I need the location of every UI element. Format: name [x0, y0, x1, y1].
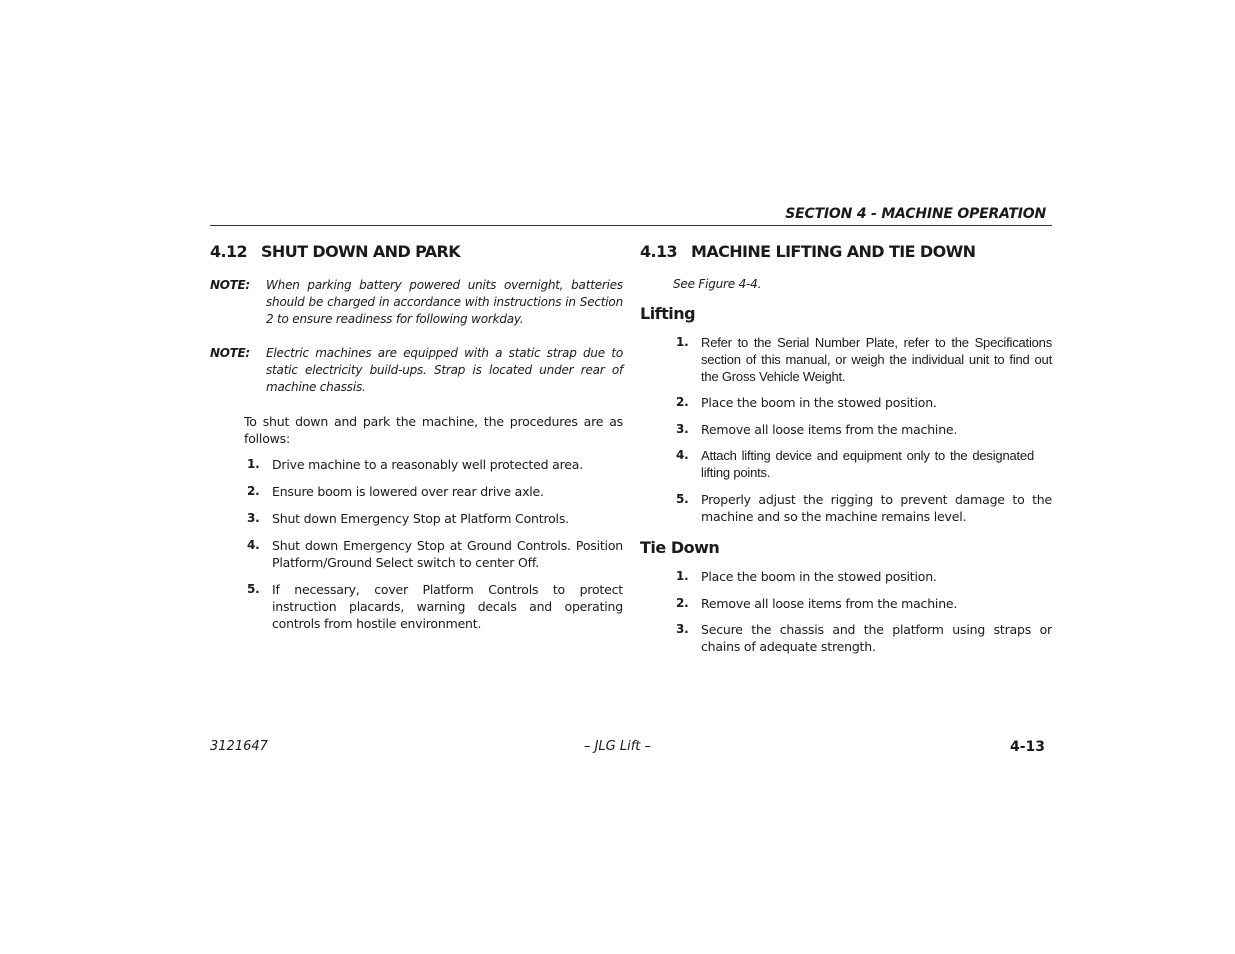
section-number: 4.13: [640, 242, 678, 261]
step-number: 5.: [247, 582, 260, 596]
note-battery: [210, 277, 623, 328]
footer-publisher: – JLG Lift –: [583, 739, 652, 754]
list-item: [676, 394, 1052, 411]
step-text: Remove all loose items from the machine.: [701, 596, 958, 611]
step-number: 2.: [247, 484, 260, 498]
see-figure-reference: See Figure 4-4.: [673, 277, 762, 291]
left-column: [210, 240, 623, 632]
list-item: [676, 568, 1052, 585]
section-title: SHUT DOWN AND PARK: [261, 242, 461, 261]
step-text: Shut down Emergency Stop at Ground Controls. Position Platform/Ground Select switch to center Off.: [272, 538, 623, 570]
section-title: SECTION 4 - MACHINE OPERATION: [785, 206, 1046, 222]
subheading-tie-down: Tie Down: [640, 538, 720, 557]
step-number: 3.: [676, 422, 689, 436]
step-text: If necessary, cover Platform Controls to protect instruction placards, warning decals and operating controls from hostile environment.: [272, 582, 623, 631]
step-number: 2.: [676, 596, 689, 610]
running-header: [210, 203, 1052, 226]
list-item: [676, 334, 1052, 385]
list-item: [676, 621, 1052, 655]
intro-paragraph: To shut down and park the machine, the procedures are as follows:: [244, 414, 623, 446]
step-text: Secure the chassis and the platform using straps or chains of adequate strength.: [701, 622, 1052, 654]
note-static-strap: [210, 345, 623, 396]
step-number: 4.: [247, 538, 260, 552]
step-text: Place the boom in the stowed position.: [701, 395, 937, 410]
right-column: [640, 240, 1052, 655]
note-text: Electric machines are equipped with a static strap due to static electricity build-ups. Strap is located under rear of machine chassis.: [266, 346, 623, 394]
step-text: Place the boom in the stowed position.: [701, 569, 937, 584]
subheading-lifting: Lifting: [640, 304, 696, 323]
step-text: Attach lifting device and equipment only to the designated lifting points.: [701, 448, 1034, 480]
step-number: 5.: [676, 492, 689, 506]
footer-page-number: 4-13: [1009, 739, 1045, 755]
note-label: NOTE:: [210, 346, 250, 360]
list-item: [247, 510, 623, 527]
step-text: Shut down Emergency Stop at Platform Controls.: [272, 511, 569, 526]
section-number: 4.12: [210, 242, 248, 261]
tie-down-steps: [676, 568, 1052, 655]
section-heading-4-12: [210, 240, 623, 264]
step-text: Ensure boom is lowered over rear drive axle.: [272, 484, 544, 499]
step-number: 4.: [676, 448, 689, 462]
step-number: 1.: [676, 335, 689, 349]
list-item: [676, 447, 1052, 481]
footer-doc-number: 3121647: [210, 739, 268, 754]
lifting-steps: [676, 334, 1052, 525]
list-item: [247, 581, 623, 632]
list-item: [247, 483, 623, 500]
step-number: 3.: [676, 622, 689, 636]
note-text: When parking battery powered units overnight, batteries should be charged in accordance with instructions in Section 2 to ensure readiness for following workday.: [266, 278, 623, 326]
note-label: NOTE:: [210, 278, 250, 292]
list-item: [676, 491, 1052, 525]
step-text: Remove all loose items from the machine.: [701, 422, 958, 437]
section-heading-4-13: [640, 240, 1052, 264]
step-text: Drive machine to a reasonably well protected area.: [272, 457, 583, 472]
step-number: 1.: [676, 569, 689, 583]
step-number: 1.: [247, 457, 260, 471]
step-text: Refer to the Serial Number Plate, refer to the Specifications section of this manual, or weigh the individual unit to find out the Gross Vehicle Weight.: [701, 335, 1052, 384]
step-text: Properly adjust the rigging to prevent damage to the machine and so the machine remains level.: [701, 492, 1052, 524]
section-title: MACHINE LIFTING AND TIE DOWN: [691, 242, 976, 261]
step-number: 3.: [247, 511, 260, 525]
list-item: [247, 456, 623, 473]
list-item: [676, 421, 1052, 438]
shutdown-steps: [247, 456, 623, 632]
list-item: [676, 595, 1052, 612]
list-item: [247, 537, 623, 571]
step-number: 2.: [676, 395, 689, 409]
